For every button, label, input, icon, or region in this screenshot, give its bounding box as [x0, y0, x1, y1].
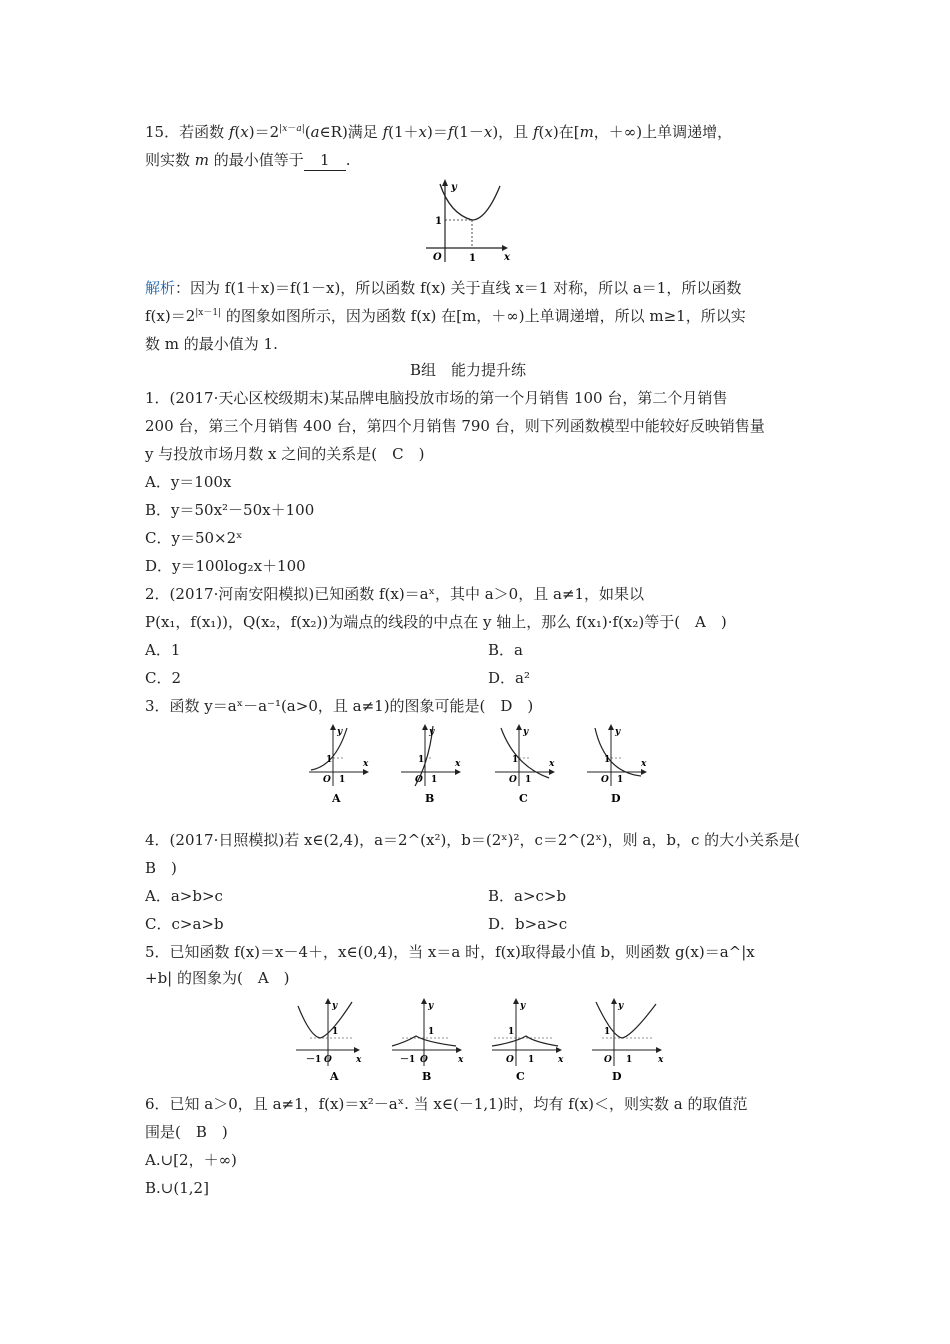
svg-text:B: B — [422, 1070, 432, 1083]
svg-text:O: O — [601, 775, 609, 785]
q3-graph-a — [309, 724, 369, 805]
svg-text:y: y — [337, 727, 343, 737]
q1-line2: 200 台，第三个月销售 400 台，第四个月销售 790 台，则下列函数模型中能较好反映销售量 — [145, 417, 765, 435]
svg-text:1: 1 — [604, 755, 611, 765]
svg-text:x: x — [356, 1055, 362, 1065]
svg-text:1: 1 — [435, 216, 442, 227]
svg-text:1: 1 — [431, 775, 438, 785]
svg-text:1: 1 — [508, 1027, 515, 1037]
svg-text:D: D — [611, 792, 621, 805]
q4-option-b: B．a>c>b — [488, 887, 567, 905]
q15-line2: 则实数 m 的最小值等于 1 . — [145, 151, 351, 169]
q3-graph-b — [401, 724, 461, 805]
svg-text:D: D — [612, 1070, 622, 1083]
svg-text:y: y — [428, 1001, 434, 1011]
svg-text:O: O — [509, 775, 517, 785]
q2-line2: P(x₁，f(x₁))，Q(x₂，f(x₂))为端点的线段的中点在 y 轴上，那么 f(x₁)·f(x₂)等于( A ) — [145, 613, 727, 631]
q1-option-b: B．y＝50x²－50x＋100 — [145, 501, 315, 519]
q4-option-a: A．a>b>c — [145, 887, 223, 905]
svg-text:1: 1 — [428, 1027, 435, 1037]
q3-graphs — [305, 722, 655, 808]
q2-option-a: A．1 — [145, 641, 181, 659]
svg-text:O: O — [420, 1055, 428, 1065]
svg-text:1: 1 — [339, 775, 346, 785]
svg-text:1: 1 — [528, 1055, 535, 1065]
svg-text:1: 1 — [332, 1027, 339, 1037]
svg-text:O: O — [324, 1055, 332, 1065]
svg-text:C: C — [516, 1070, 525, 1083]
svg-text:O: O — [506, 1055, 514, 1065]
q5-graphs — [290, 996, 670, 1088]
q5-graph-d — [592, 998, 664, 1083]
svg-text:O: O — [433, 252, 442, 263]
q4-line1: 4．(2017·日照模拟)若 x∈(2,4)，a＝2^(x²)，b＝(2ˣ)²，c＝2^(2ˣ)，则 a，b，c 的大小关系是( — [145, 831, 800, 849]
svg-text:A: A — [332, 792, 341, 805]
q3-graph-c — [495, 724, 555, 805]
svg-text:－1: －1 — [400, 1055, 416, 1065]
q15-solution-line2: $f(x)=2^{|x-1|}$ 的图象如图所示，因为函数 f(x) 在[m，＋∞)上单调递增，所以 m≥1，所以实 — [145, 307, 746, 325]
q5-graph-c — [492, 998, 564, 1083]
q5-graph-a — [296, 998, 362, 1083]
svg-text:1: 1 — [418, 755, 425, 765]
svg-text:x: x — [549, 759, 555, 769]
svg-text:x: x — [658, 1055, 664, 1065]
q15-graph — [420, 176, 510, 266]
q5-line1: 5．已知函数 f(x)＝x－4＋，x∈(0,4)，当 x＝a 时，f(x)取得最小值 b，则函数 g(x)＝a^|x — [145, 943, 755, 961]
q2-line1: 2．(2017·河南安阳模拟)已知函数 f(x)＝aˣ，其中 a＞0，且 a≠1，如果以 — [145, 585, 645, 603]
svg-text:y: y — [332, 1001, 338, 1011]
q15-solution-line1: 解析：因为 f(1＋x)＝f(1－x)，所以函数 f(x) 关于直线 x＝1 对称，所以 a＝1，所以函数 — [145, 279, 742, 297]
q2-option-d: D．a² — [488, 669, 530, 687]
q3-line1: 3．函数 y＝aˣ－a⁻¹(a>0，且 a≠1)的图象可能是( D ) — [145, 697, 534, 715]
section-title: B组 能力提升练 — [410, 361, 527, 379]
svg-text:－1: －1 — [306, 1055, 322, 1065]
svg-text:y: y — [451, 182, 457, 193]
svg-text:1: 1 — [525, 775, 532, 785]
svg-text:C: C — [519, 792, 528, 805]
svg-text:1: 1 — [469, 253, 476, 264]
svg-text:x: x — [504, 252, 510, 263]
svg-text:x: x — [455, 759, 461, 769]
svg-text:1: 1 — [512, 755, 519, 765]
q3-graph-d — [587, 724, 647, 805]
q1-option-a: A．y＝100x — [145, 473, 232, 491]
q1-line1: 1．(2017·天心区校级期末)某品牌电脑投放市场的第一个月销售 100 台，第二个月销售 — [145, 389, 728, 407]
svg-text:1: 1 — [604, 1027, 611, 1037]
svg-text:y: y — [615, 727, 621, 737]
q2-option-c: C．2 — [145, 669, 182, 687]
svg-text:y: y — [523, 727, 529, 737]
q2-option-b: B．a — [488, 641, 523, 659]
svg-text:y: y — [618, 1001, 624, 1011]
q1-option-d: D．y＝100log₂x＋100 — [145, 557, 306, 575]
svg-text:1: 1 — [617, 775, 624, 785]
q1-option-c: C．y＝50×2ˣ — [145, 529, 243, 547]
svg-text:1: 1 — [626, 1055, 633, 1065]
svg-text:O: O — [323, 775, 331, 785]
q15-solution-line3: 数 m 的最小值为 1. — [145, 335, 278, 353]
q4-line2: B ) — [145, 859, 177, 877]
q15-answer: 1 — [304, 150, 346, 171]
q6-option-a: A.∪[2，＋∞) — [145, 1151, 237, 1169]
svg-text:x: x — [458, 1055, 464, 1065]
svg-text:x: x — [641, 759, 647, 769]
svg-text:x: x — [363, 759, 369, 769]
svg-text:1: 1 — [326, 755, 333, 765]
q6-line1: 6．已知 a＞0，且 a≠1，f(x)＝x²－aˣ. 当 x∈(－1,1)时，均有 f(x)＜，则实数 a 的取值范 — [145, 1095, 748, 1113]
svg-text:y: y — [520, 1001, 526, 1011]
svg-text:B: B — [425, 792, 435, 805]
svg-text:x: x — [558, 1055, 564, 1065]
q1-line3: y 与投放市场月数 x 之间的关系是( C ) — [145, 445, 425, 463]
q5-line2: +b| 的图象为( A ) — [145, 969, 290, 987]
q15-line1: 15．若函数 $f(x)=2^{|x-a|}(a\in R)$满足 f(1＋x)＝f(1－x)，且 f(x)在[m，＋∞)上单调递增， — [145, 123, 733, 141]
svg-text:A: A — [330, 1070, 339, 1083]
q5-graph-b — [392, 998, 464, 1083]
q6-option-b: B.∪(1,2] — [145, 1179, 209, 1197]
q4-option-d: D．b>a>c — [488, 915, 568, 933]
q4-option-c: C．c>a>b — [145, 915, 224, 933]
svg-text:O: O — [415, 775, 423, 785]
q6-line2: 围是( B ) — [145, 1123, 228, 1141]
svg-text:O: O — [604, 1055, 612, 1065]
svg-text:y: y — [429, 727, 435, 737]
